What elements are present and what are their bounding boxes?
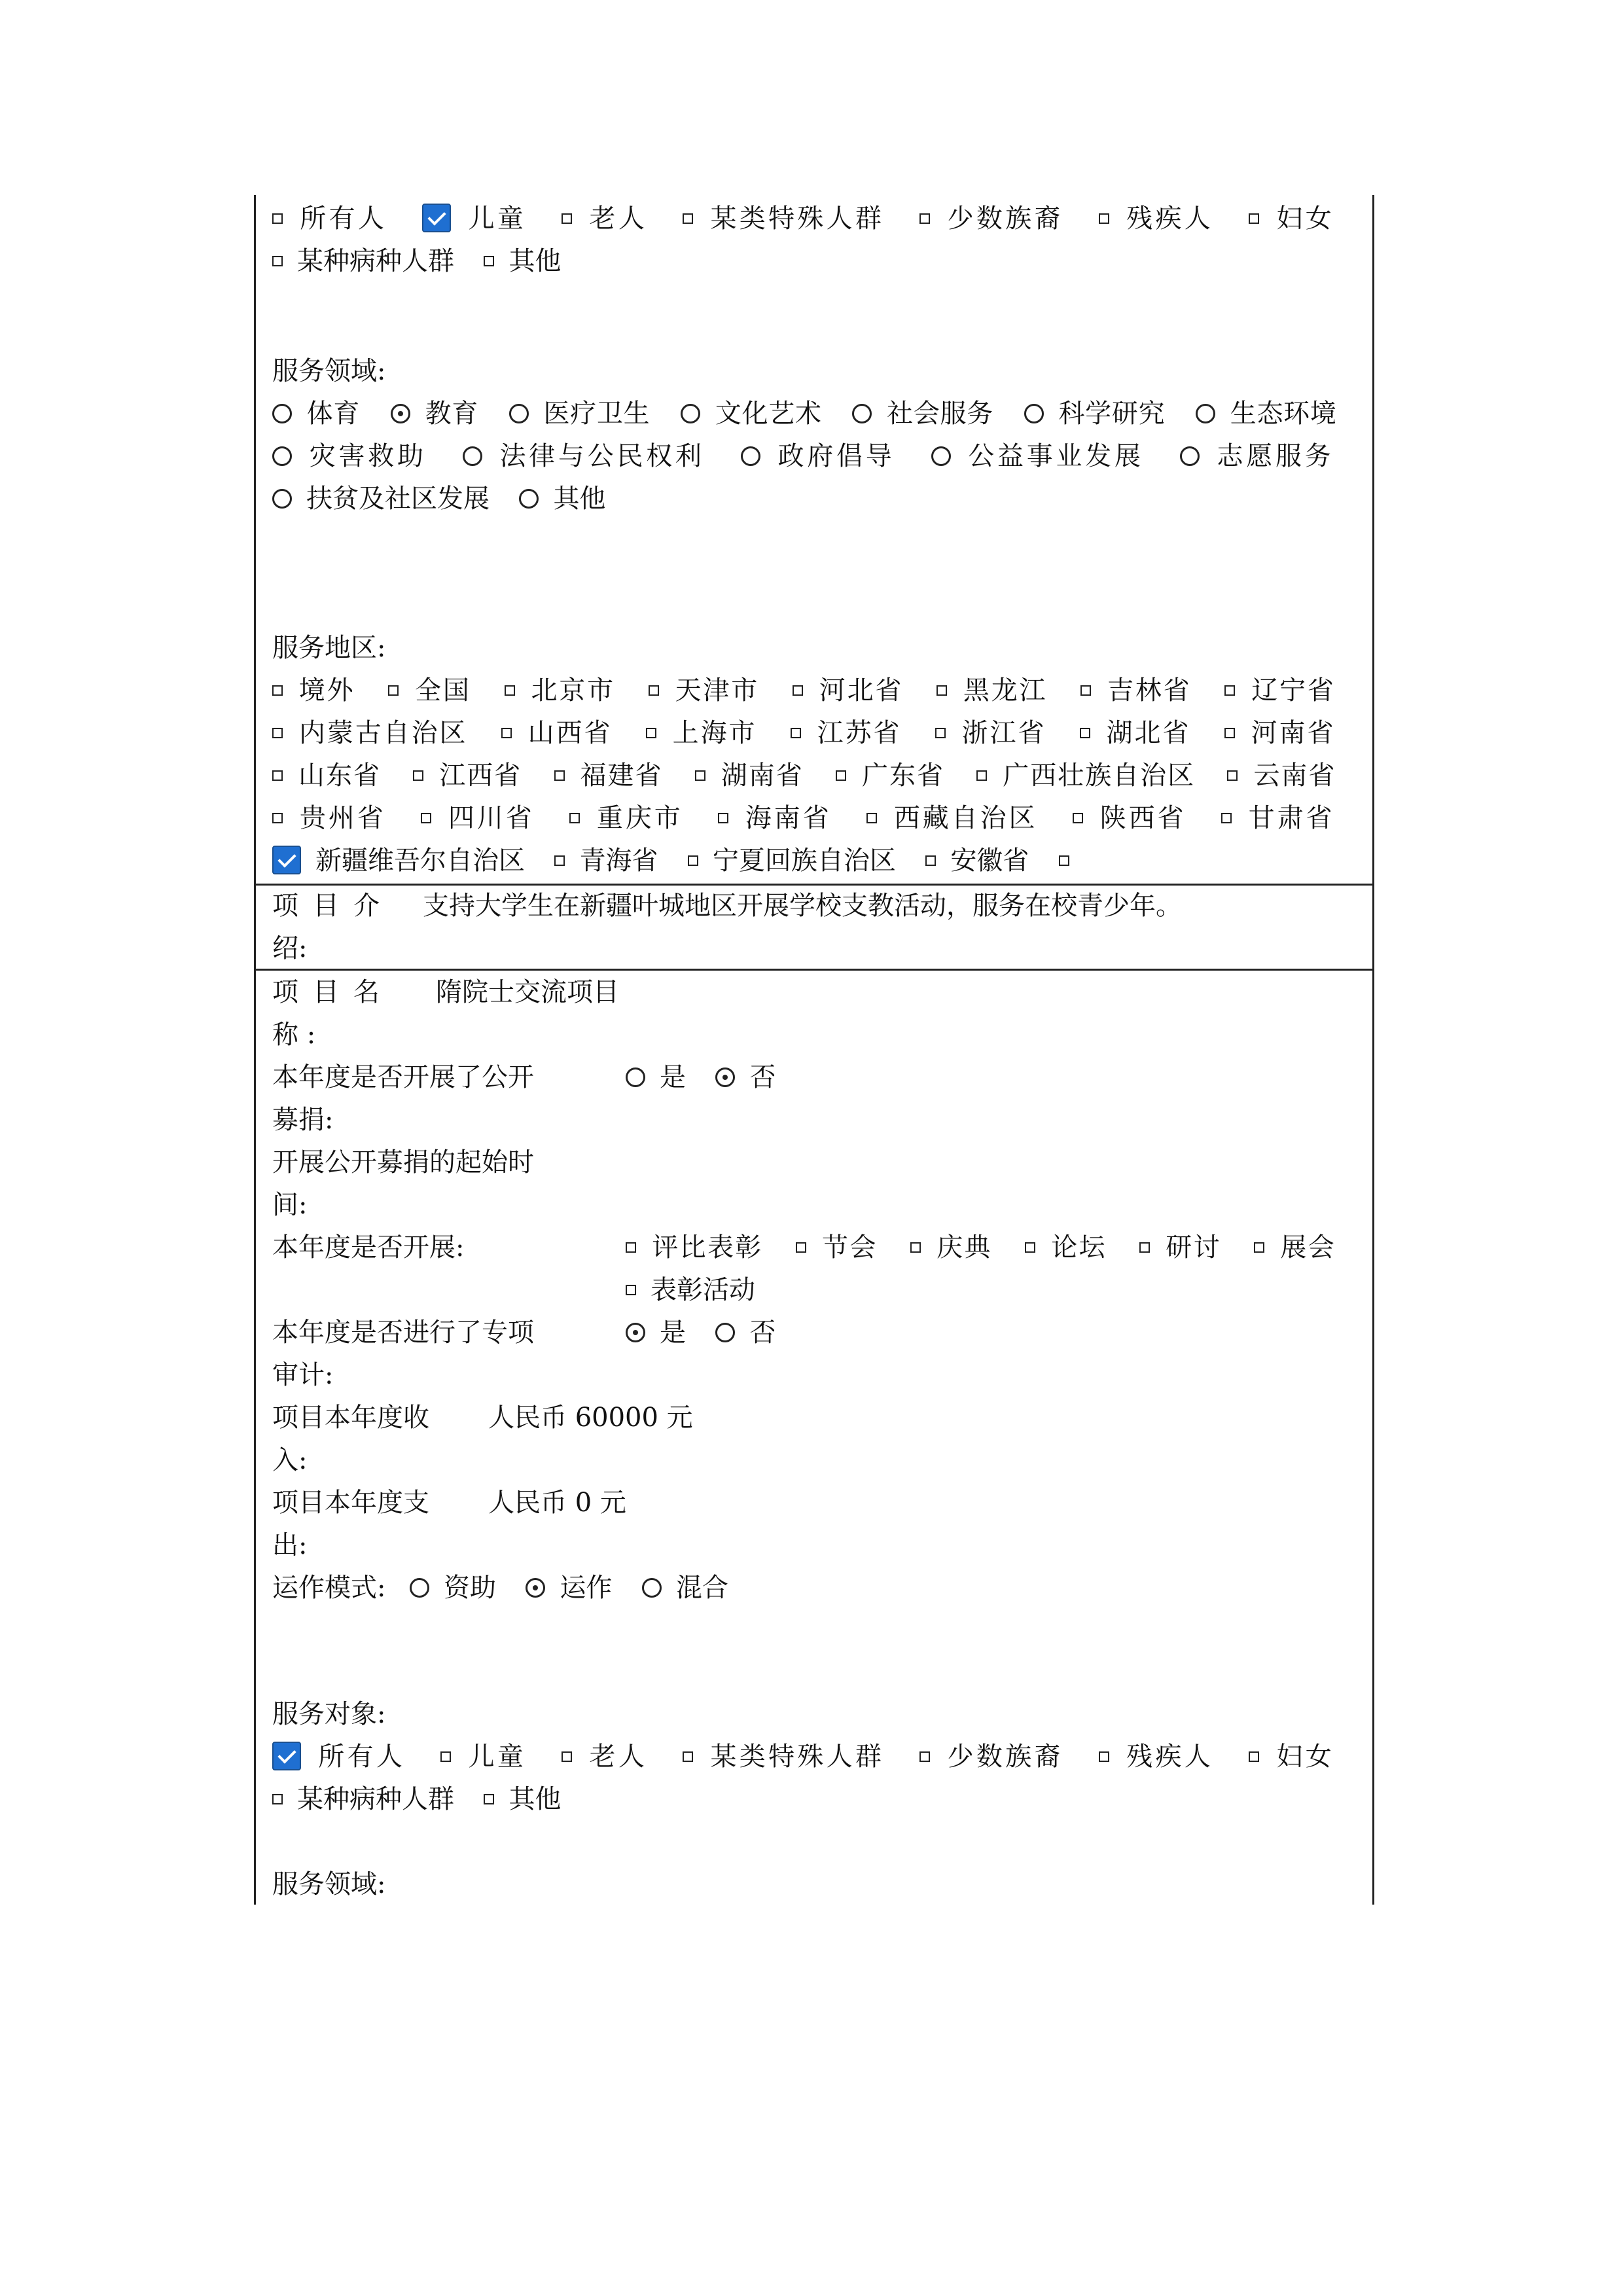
option-item[interactable] [413, 761, 522, 791]
option-item[interactable] [272, 204, 387, 234]
option-item[interactable] [388, 675, 471, 706]
option-item[interactable] [1025, 1232, 1107, 1263]
option-label: 扶贫及社区发展 [306, 484, 490, 514]
option-item[interactable] [1080, 675, 1191, 706]
option-item[interactable] [626, 1232, 763, 1263]
option-item[interactable] [272, 441, 427, 471]
checked-checkbox-icon[interactable] [272, 846, 301, 874]
option-item[interactable] [919, 204, 1063, 234]
p2-operation-mode-options [410, 1567, 999, 1609]
option-label: 吉林省 [1105, 675, 1192, 706]
p1-service-fields [272, 393, 1359, 520]
option-item[interactable] [421, 803, 535, 833]
option-label: 否 [749, 1318, 776, 1348]
option-label: 江苏省 [815, 718, 902, 748]
option-item[interactable] [272, 484, 490, 514]
unchecked-checkbox-icon[interactable] [272, 213, 283, 224]
unchecked-checkbox-icon[interactable] [1249, 213, 1259, 224]
unchecked-checkbox-icon[interactable] [1221, 813, 1232, 823]
option-label: 少数族裔 [944, 204, 1063, 234]
option-item[interactable] [626, 1062, 686, 1092]
option-label: 黑龙江 [961, 675, 1048, 706]
p1-service-fields-label: 服务领域: [272, 356, 386, 386]
option-item[interactable] [272, 1742, 405, 1772]
option-item[interactable] [1249, 1742, 1334, 1772]
option-item[interactable] [642, 1573, 728, 1603]
unchecked-checkbox-icon[interactable] [649, 685, 659, 696]
unchecked-checkbox-icon[interactable] [1099, 1751, 1109, 1762]
option-label: 河北省 [817, 675, 904, 706]
option-label: 北京市 [529, 675, 615, 706]
option-item[interactable] [1139, 1232, 1221, 1263]
option-label: 资助 [444, 1573, 496, 1603]
unchecked-checkbox-icon[interactable] [562, 213, 572, 224]
option-item[interactable] [931, 441, 1144, 471]
option-label: 老人 [586, 204, 648, 234]
option-item[interactable] [519, 484, 605, 514]
option-label: 内蒙古自治区 [297, 718, 468, 748]
option-item[interactable] [569, 803, 683, 833]
p2-special-audit-label: 本年度是否进行了专项 [272, 1318, 534, 1348]
p2-fundraising-start-label: 开展公开募捐的起始时 [272, 1147, 534, 1177]
p1-service-targets [272, 198, 1359, 283]
option-item[interactable] [626, 1275, 755, 1305]
option-label: 广东省 [861, 761, 944, 791]
option-label: 四川省 [445, 803, 535, 833]
unchecked-checkbox-icon[interactable] [569, 813, 580, 823]
unselected-radio-icon[interactable] [509, 404, 529, 423]
option-label: 残疾人 [1123, 204, 1214, 234]
option-label: 政府倡导 [774, 441, 895, 471]
unchecked-checkbox-icon[interactable] [1025, 1242, 1035, 1253]
p2-public-fundraising-label: 本年度是否开展了公开 [272, 1062, 534, 1092]
p1-intro-row [272, 885, 1359, 970]
unchecked-checkbox-icon[interactable] [976, 770, 987, 781]
p2-name-label-cont: 称 : [272, 1020, 316, 1050]
p2-activities-label: 本年度是否开展: [272, 1232, 465, 1263]
unchecked-checkbox-icon[interactable] [646, 728, 656, 738]
option-item[interactable] [866, 803, 1038, 833]
option-label: 展会 [1279, 1232, 1336, 1263]
p2-income-label-cont: 入: [272, 1445, 308, 1475]
option-label: 少数族裔 [944, 1742, 1063, 1772]
unselected-radio-icon[interactable] [715, 1323, 735, 1342]
option-item[interactable] [976, 761, 1195, 791]
p2-expense-label: 项目本年度支 [272, 1488, 429, 1518]
option-item[interactable] [1221, 803, 1335, 833]
option-label: 儿童 [465, 1742, 527, 1772]
unchecked-checkbox-icon[interactable] [272, 813, 283, 823]
option-label: 科学研究 [1058, 399, 1166, 429]
unchecked-checkbox-icon[interactable] [695, 770, 705, 781]
option-label: 医疗卫生 [543, 399, 651, 429]
option-item[interactable] [272, 761, 381, 791]
unchecked-checkbox-icon[interactable] [836, 770, 846, 781]
unchecked-checkbox-icon[interactable] [910, 1242, 921, 1253]
p1-service-regions-label: 服务地区: [272, 633, 386, 663]
option-item[interactable] [1024, 399, 1165, 429]
option-label: 江西省 [438, 761, 522, 791]
option-item[interactable] [562, 1742, 647, 1772]
option-item[interactable] [688, 846, 896, 876]
unselected-radio-icon[interactable] [741, 446, 760, 466]
row-divider [254, 969, 1374, 971]
option-label: 其他 [553, 484, 606, 514]
unchecked-checkbox-icon[interactable] [791, 728, 801, 738]
unchecked-checkbox-icon[interactable] [626, 1242, 636, 1253]
option-item[interactable] [1224, 675, 1335, 706]
option-item[interactable] [1099, 204, 1213, 234]
p2-income-value: 人民币 60000 元 [488, 1403, 693, 1433]
option-label: 境外 [297, 675, 355, 706]
option-label: 老人 [586, 1742, 648, 1772]
option-label: 天津市 [673, 675, 759, 706]
option-item[interactable] [440, 1742, 526, 1772]
unchecked-checkbox-icon[interactable] [919, 213, 930, 224]
option-item[interactable] [463, 441, 705, 471]
checked-checkbox-icon[interactable] [422, 204, 451, 232]
unchecked-checkbox-icon[interactable] [626, 1285, 636, 1295]
checked-checkbox-icon[interactable] [272, 1742, 301, 1770]
option-label: 甘肃省 [1245, 803, 1335, 833]
form-table [254, 195, 1374, 1905]
option-label: 混合 [675, 1573, 728, 1603]
option-label: 是 [660, 1318, 686, 1348]
option-item[interactable] [695, 761, 804, 791]
option-item[interactable] [562, 204, 647, 234]
unselected-radio-icon[interactable] [272, 446, 292, 466]
option-item[interactable] [1073, 803, 1186, 833]
p2-service-targets-label: 服务对象: [272, 1699, 386, 1729]
unchecked-checkbox-icon[interactable] [1059, 855, 1069, 866]
option-label: 儿童 [465, 204, 527, 234]
option-item[interactable] [715, 1318, 776, 1348]
unchecked-checkbox-icon[interactable] [925, 855, 936, 866]
option-item[interactable] [836, 761, 944, 791]
option-label: 青海省 [579, 846, 658, 876]
option-label: 河南省 [1249, 718, 1336, 748]
option-item[interactable] [852, 399, 993, 429]
p2-operation-mode-label: 运作模式: [272, 1573, 386, 1603]
option-label: 评比表彰 [651, 1232, 763, 1263]
option-label: 山西省 [526, 718, 613, 748]
option-label: 其他 [508, 246, 562, 276]
unchecked-checkbox-icon[interactable] [718, 813, 728, 823]
option-label: 西藏自治区 [891, 803, 1038, 833]
unchecked-checkbox-icon[interactable] [562, 1751, 572, 1762]
option-item[interactable] [272, 675, 355, 706]
unchecked-checkbox-icon[interactable] [866, 813, 877, 823]
option-item[interactable] [626, 1318, 686, 1348]
option-item[interactable] [272, 846, 525, 876]
option-label: 广西壮族自治区 [1001, 761, 1196, 791]
unchecked-checkbox-icon[interactable] [388, 685, 399, 696]
option-label: 福建省 [579, 761, 663, 791]
option-label: 陕西省 [1097, 803, 1186, 833]
unchecked-checkbox-icon[interactable] [1224, 685, 1235, 696]
option-label: 安徽省 [950, 846, 1029, 876]
p2-public-fundraising-label-cont: 募捐: [272, 1105, 334, 1135]
option-label: 全国 [413, 675, 471, 706]
unchecked-checkbox-icon[interactable] [501, 728, 512, 738]
option-item[interactable] [681, 399, 821, 429]
option-label: 山东省 [297, 761, 381, 791]
option-item[interactable] [272, 246, 454, 276]
option-item[interactable] [410, 1573, 496, 1603]
p1-intro-label-cont: 绍: [272, 933, 308, 963]
p2-service-fields-label: 服务领域: [272, 1869, 386, 1899]
p2-name-value: 隋院士交流项目 [436, 977, 619, 1007]
option-item[interactable] [791, 718, 902, 748]
option-label: 新疆维吾尔自治区 [315, 846, 525, 876]
p2-income-label: 项目本年度收 [272, 1403, 429, 1433]
option-label: 浙江省 [959, 718, 1046, 748]
unchecked-checkbox-icon[interactable] [1224, 728, 1235, 738]
unchecked-checkbox-icon[interactable] [505, 685, 515, 696]
option-item[interactable] [715, 1062, 776, 1092]
option-label: 宁夏回族自治区 [712, 846, 896, 876]
unchecked-checkbox-icon[interactable] [272, 770, 283, 781]
p1-intro-label: 项目介 [272, 891, 394, 921]
table-left-border [254, 195, 256, 1905]
option-label: 某种病种人群 [297, 1784, 454, 1814]
unchecked-checkbox-icon[interactable] [1227, 770, 1238, 781]
option-item[interactable] [272, 1784, 454, 1814]
option-label: 论坛 [1049, 1232, 1107, 1263]
p2-block [272, 971, 1359, 1901]
unchecked-checkbox-icon[interactable] [484, 1794, 494, 1804]
unchecked-checkbox-icon[interactable] [1254, 1242, 1264, 1253]
option-item[interactable] [936, 675, 1047, 706]
option-item[interactable] [526, 1573, 612, 1603]
option-item[interactable] [1099, 1742, 1213, 1772]
unchecked-checkbox-icon[interactable] [1249, 1751, 1259, 1762]
option-item[interactable] [1224, 718, 1336, 748]
option-item[interactable] [1180, 441, 1334, 471]
option-item[interactable] [1196, 399, 1336, 429]
option-item[interactable] [649, 675, 759, 706]
option-label: 残疾人 [1123, 1742, 1214, 1772]
unchecked-checkbox-icon[interactable] [1080, 685, 1091, 696]
option-item[interactable] [554, 761, 663, 791]
option-label: 湖北省 [1104, 718, 1191, 748]
unselected-radio-icon[interactable] [519, 489, 539, 509]
option-item[interactable] [1254, 1232, 1336, 1263]
option-item[interactable] [683, 204, 884, 234]
unchecked-checkbox-icon[interactable] [688, 855, 698, 866]
unchecked-checkbox-icon[interactable] [1080, 728, 1090, 738]
option-label: 运作 [560, 1573, 613, 1603]
option-label: 体育 [306, 399, 361, 429]
option-label: 教育 [424, 399, 479, 429]
option-item[interactable] [484, 246, 561, 276]
unchecked-checkbox-icon[interactable] [272, 256, 283, 266]
unselected-radio-icon[interactable] [852, 404, 872, 423]
option-label: 妇女 [1274, 204, 1335, 234]
p2-special-audit-options [626, 1312, 1359, 1354]
unchecked-checkbox-icon[interactable] [683, 213, 693, 224]
option-item[interactable] [796, 1232, 878, 1263]
option-item[interactable] [919, 1742, 1063, 1772]
unchecked-checkbox-icon[interactable] [554, 855, 565, 866]
option-label: 所有人 [297, 204, 387, 234]
option-label: 妇女 [1274, 1742, 1335, 1772]
p2-name-label: 项目名 [272, 977, 394, 1007]
option-label: 文化艺术 [715, 399, 822, 429]
unchecked-checkbox-icon[interactable] [935, 728, 946, 738]
option-label: 海南省 [742, 803, 832, 833]
selected-radio-icon[interactable] [526, 1578, 545, 1598]
unchecked-checkbox-icon[interactable] [413, 770, 423, 781]
unchecked-checkbox-icon[interactable] [554, 770, 565, 781]
option-item[interactable] [501, 718, 613, 748]
selected-radio-icon[interactable] [626, 1323, 645, 1342]
unchecked-checkbox-icon[interactable] [272, 685, 283, 696]
option-label: 社会服务 [886, 399, 993, 429]
option-item[interactable] [741, 441, 895, 471]
p1-service-regions [272, 670, 1359, 882]
unselected-radio-icon[interactable] [272, 404, 292, 423]
unchecked-checkbox-icon[interactable] [1139, 1242, 1150, 1253]
p2-expense-label-cont: 出: [272, 1530, 308, 1560]
option-item[interactable] [391, 399, 478, 429]
table-right-border [1372, 195, 1374, 1905]
unchecked-checkbox-icon[interactable] [1073, 813, 1083, 823]
unchecked-checkbox-icon[interactable] [919, 1751, 930, 1762]
option-item[interactable] [422, 204, 526, 234]
option-label: 灾害救助 [306, 441, 427, 471]
option-item[interactable] [505, 675, 615, 706]
option-label: 上海市 [670, 718, 757, 748]
unselected-radio-icon[interactable] [1196, 404, 1215, 423]
unselected-radio-icon[interactable] [1180, 446, 1200, 466]
p1-intro-text: 支持大学生在新疆叶城地区开展学校支教活动，服务在校青少年。 [423, 891, 1182, 921]
p2-activities-options [626, 1227, 1359, 1312]
unselected-radio-icon[interactable] [931, 446, 951, 466]
unselected-radio-icon[interactable] [410, 1578, 429, 1598]
selected-radio-icon[interactable] [391, 404, 410, 423]
option-label: 表彰活动 [651, 1275, 755, 1305]
option-label: 所有人 [315, 1742, 406, 1772]
option-label: 重庆市 [594, 803, 683, 833]
option-label: 公益事业发展 [965, 441, 1144, 471]
option-label: 否 [749, 1062, 776, 1092]
option-label: 某种病种人群 [297, 246, 454, 276]
option-label: 生态环境 [1230, 399, 1337, 429]
option-item[interactable] [509, 399, 650, 429]
option-item[interactable] [793, 675, 903, 706]
option-label: 法律与公民权利 [496, 441, 705, 471]
selected-radio-icon[interactable] [715, 1067, 735, 1087]
unchecked-checkbox-icon[interactable] [421, 813, 431, 823]
option-label: 节会 [820, 1232, 878, 1263]
unchecked-checkbox-icon[interactable] [272, 728, 283, 738]
option-item[interactable] [718, 803, 832, 833]
option-item[interactable] [484, 1784, 561, 1814]
option-label: 云南省 [1252, 761, 1336, 791]
option-item[interactable] [272, 399, 360, 429]
p2-expense-value: 人民币 0 元 [488, 1488, 626, 1518]
unchecked-checkbox-icon[interactable] [683, 1751, 693, 1762]
option-label: 某类特殊人群 [707, 1742, 885, 1772]
unselected-radio-icon[interactable] [681, 404, 700, 423]
unselected-radio-icon[interactable] [642, 1578, 662, 1598]
unchecked-checkbox-icon[interactable] [1099, 213, 1109, 224]
option-item[interactable] [272, 803, 386, 833]
option-item[interactable] [1080, 718, 1191, 748]
unchecked-checkbox-icon[interactable] [272, 1794, 283, 1804]
unchecked-checkbox-icon[interactable] [796, 1242, 806, 1253]
option-label: 湖南省 [719, 761, 804, 791]
p2-service-targets [272, 1736, 1359, 1821]
unchecked-checkbox-icon[interactable] [484, 256, 494, 266]
option-item[interactable] [683, 1742, 884, 1772]
p2-fundraising-start-label-cont: 间: [272, 1190, 308, 1220]
unselected-radio-icon[interactable] [1024, 404, 1044, 423]
p2-public-fundraising-options [626, 1056, 1359, 1099]
option-label: 研讨 [1164, 1232, 1221, 1263]
option-item[interactable] [910, 1232, 992, 1263]
unchecked-checkbox-icon[interactable] [793, 685, 803, 696]
option-item[interactable] [554, 846, 658, 876]
unselected-radio-icon[interactable] [272, 489, 292, 509]
option-item[interactable] [935, 718, 1046, 748]
option-label: 贵州省 [297, 803, 386, 833]
option-item[interactable] [272, 718, 467, 748]
unchecked-checkbox-icon[interactable] [936, 685, 947, 696]
option-item[interactable] [1227, 761, 1336, 791]
unselected-radio-icon[interactable] [626, 1067, 645, 1087]
option-label: 志愿服务 [1213, 441, 1334, 471]
unselected-radio-icon[interactable] [463, 446, 482, 466]
option-label: 其他 [508, 1784, 562, 1814]
p2-special-audit-label-cont: 审计: [272, 1360, 334, 1390]
option-label: 庆典 [935, 1232, 992, 1263]
unchecked-checkbox-icon[interactable] [440, 1751, 451, 1762]
option-label: 某类特殊人群 [707, 204, 885, 234]
option-label: 辽宁省 [1249, 675, 1336, 706]
option-item[interactable] [1059, 846, 1084, 876]
option-item[interactable] [646, 718, 757, 748]
option-label: 是 [660, 1062, 686, 1092]
option-item[interactable] [1249, 204, 1334, 234]
option-item[interactable] [925, 846, 1029, 876]
